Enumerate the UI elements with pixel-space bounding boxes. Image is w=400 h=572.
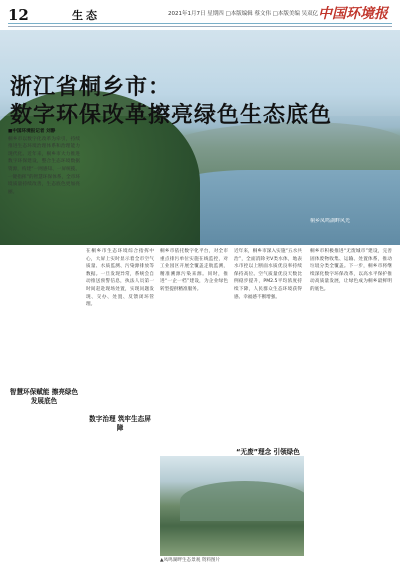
column-2-text: 在桐乡市生态环境综合指挥中心，大屏上实时显示着全市空气质量、水质监测、污染源排放等数据。一旦发现异常，系统会自动推送预警信息，执法人员第一时间赶赴现场处置，实现问题发现、交办、处置、反馈闭环管理。 xyxy=(86,249,154,308)
article-column-5 xyxy=(310,248,392,553)
dateline: 2021年1月7日 星期四 □本版编辑 蔡文伟 □本版美编 吴双亿 xyxy=(168,11,319,17)
article-column-1 xyxy=(8,128,80,548)
article-column-2 xyxy=(86,248,154,548)
inline-photo-caption: ▲凤鸣湖畔生态景观 资料图片 xyxy=(160,558,221,563)
header-rule-thin xyxy=(8,26,392,27)
byline: ■中国环境报记者 刘静 xyxy=(8,129,56,134)
headline-line1: 浙江省桐乡市： xyxy=(10,74,172,100)
column-4-text: 近年来，桐乡市深入实施“五水共治”，全面消除劣V类水体，地表水市控以上断面水质优良率持续保持高位。空气质量优良天数比例稳步提升，PM2.5平均浓度持续下降，人民群众生态环境获得感、幸福感不断增强。 xyxy=(234,249,302,300)
section-name: 生态 xyxy=(72,9,100,22)
header-rule xyxy=(8,23,392,24)
column-5-text: 桐乡市积极推进“无废城市”建设，完善固体废物收集、运输、处置体系，推动垃圾分类全覆盖。下一步，桐乡市将继续深化数字环保改革，以高水平保护推动高质量发展，让绿色成为桐乡最鲜明的底色。 xyxy=(310,249,392,292)
hill-shape xyxy=(180,481,304,521)
banner-caption: 桐乡凤鸣湖畔风光 xyxy=(310,218,351,224)
inline-photo xyxy=(160,456,304,556)
subheading-3: “无废”理念 引领绿色 xyxy=(236,448,300,456)
column-3-text: 桐乡市依托数字化平台，对全市重点排污单位实施在线监控，对工业园区开展全覆盖走航监测，精准溯源污染来源。同时，推进“一企一档”建设，为企业绿色转型提供精准服务。 xyxy=(160,249,228,292)
subheading-2: 数字治理 筑牢生态屏障 xyxy=(89,415,151,432)
masthead-logo: 中国环境报 xyxy=(318,6,388,22)
article-column-3 xyxy=(160,248,228,453)
headline-line2: 数字环保改革擦亮绿色生态底色 xyxy=(10,102,333,128)
subheading-1: 智慧环保赋能 擦亮绿色发展底色 xyxy=(9,388,79,405)
page-number: 12 xyxy=(8,6,29,24)
column-1-text: 桐乡市以数字化改革为牵引，持续推进生态环境治理体系和治理能力现代化。近年来，桐乡市大力推进数字环保建设，整合生态环境数据资源，构建“一网感知、一屏统揽、一键指挥”的智慧环保体系，全市环境质量持续改善，生态底色更加亮丽。 xyxy=(8,136,80,195)
